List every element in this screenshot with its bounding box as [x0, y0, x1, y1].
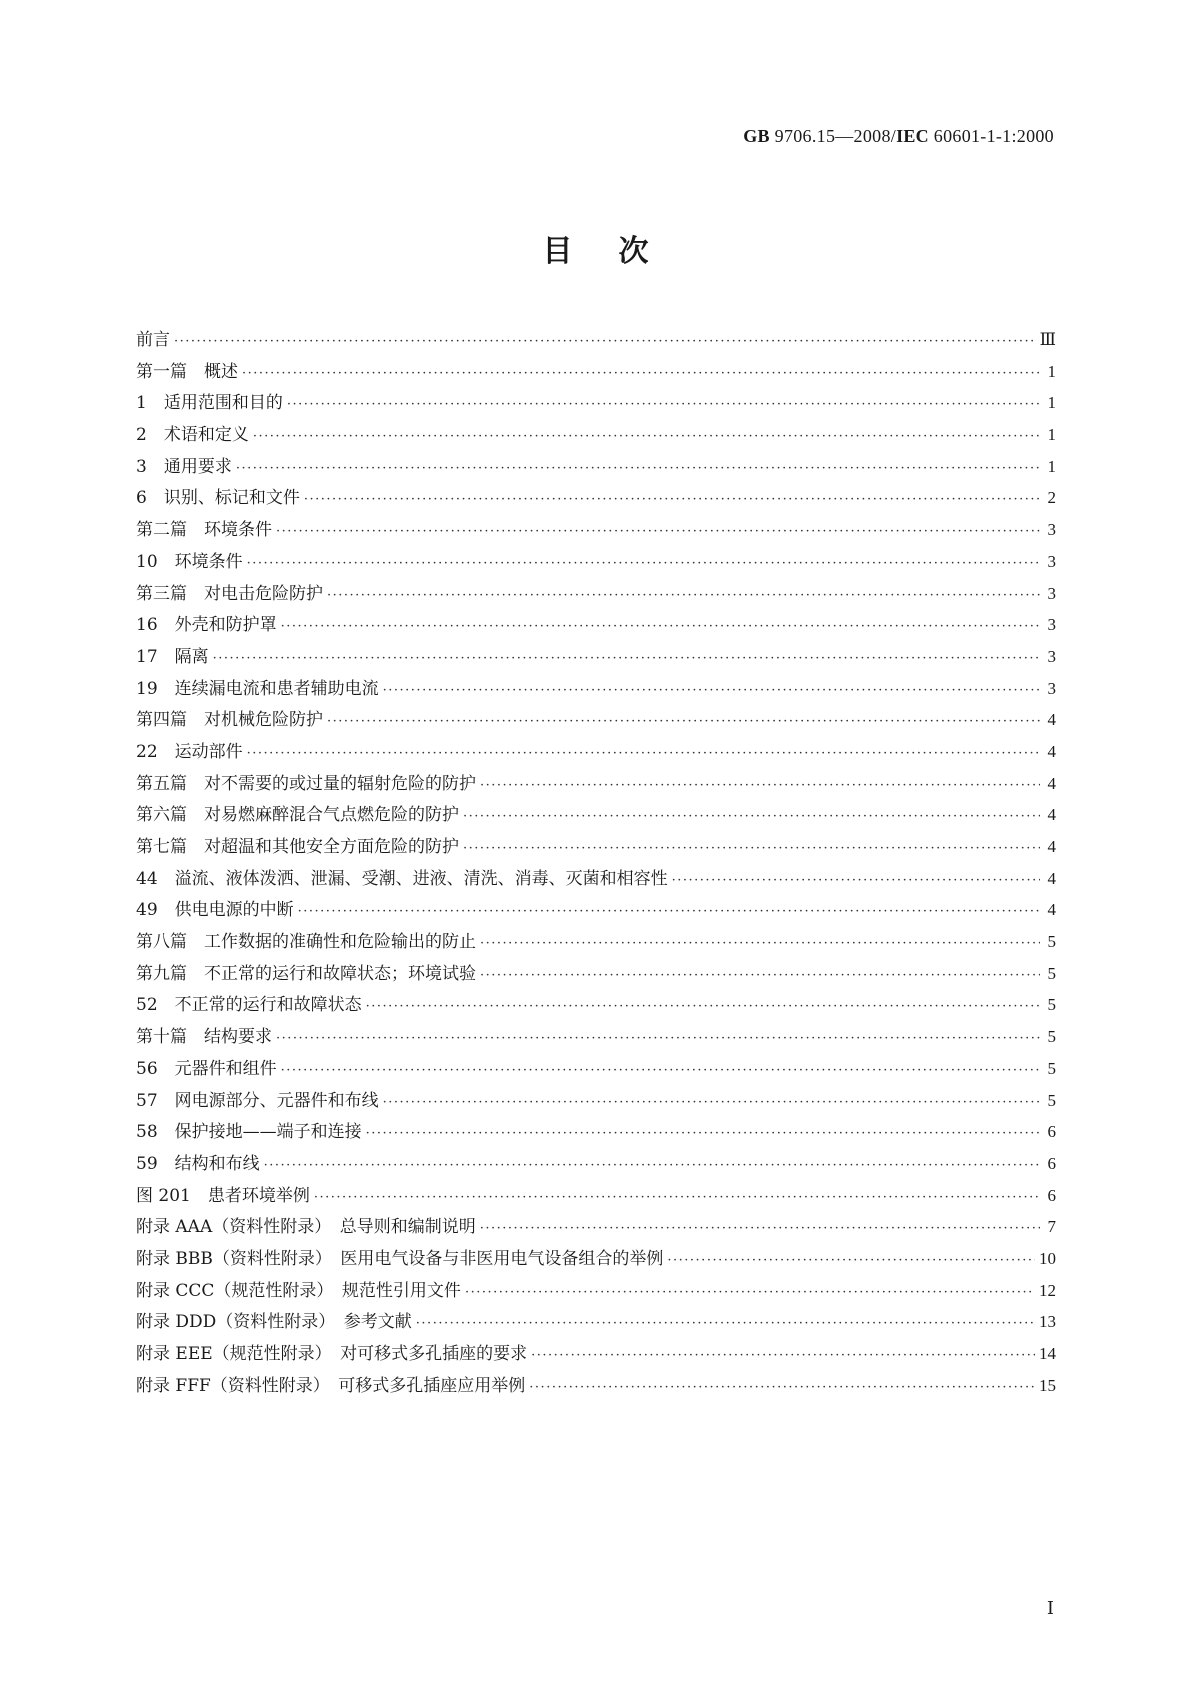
toc-entry-page: 4 — [1047, 868, 1056, 888]
standard-code-number: 9706.15—2008/ — [774, 126, 897, 146]
toc-entry-label: 第九篇 不正常的运行和故障状态；环境试验 — [136, 963, 476, 984]
toc-entry-label: 17 隔离 — [136, 646, 209, 667]
toc-entry-page: 1 — [1047, 425, 1056, 445]
toc-entry-page: 3 — [1047, 583, 1056, 603]
toc-entry-page: 1 — [1047, 456, 1056, 476]
toc-entry-leader — [327, 588, 1040, 603]
toc-entry-page: 4 — [1047, 741, 1056, 761]
toc-entry-label: 附录 DDD（资料性附录） 参考文献 — [136, 1312, 412, 1333]
toc-entry-leader — [672, 873, 1040, 888]
toc-entry-leader — [529, 1380, 1035, 1395]
page-number: Ⅰ — [1046, 1598, 1054, 1618]
page-title: 目次 — [542, 234, 695, 269]
toc-entry-label: 附录 BBB（资料性附录） 医用电气设备与非医用电气设备组合的举例 — [136, 1248, 664, 1269]
toc-entry-label: 图 201 患者环境举例 — [136, 1185, 310, 1206]
toc-entry-leader — [247, 746, 1040, 761]
toc-entry-page: 4 — [1047, 805, 1056, 825]
toc-entry-leader — [480, 778, 1040, 793]
toc-entry[interactable] — [136, 674, 1056, 706]
toc-entry-page: 5 — [1047, 932, 1056, 952]
toc-entry-label: 59 结构和布线 — [136, 1153, 260, 1174]
toc-entry-leader — [242, 366, 1040, 381]
toc-entry-leader — [287, 397, 1040, 412]
toc-entry[interactable] — [136, 325, 1056, 357]
toc-entry[interactable] — [136, 1181, 1056, 1213]
toc-entry-label: 22 运动部件 — [136, 741, 243, 762]
toc-entry[interactable] — [136, 452, 1056, 484]
toc-entry-leader — [314, 1190, 1040, 1205]
toc-entry-label: 第三篇 对电击危险防护 — [136, 583, 323, 604]
toc-entry-label: 58 保护接地——端子和连接 — [136, 1122, 362, 1143]
toc-entry-page: 6 — [1047, 1122, 1056, 1142]
toc-entry[interactable] — [136, 1371, 1056, 1403]
toc-entry[interactable] — [136, 737, 1056, 769]
toc-entry[interactable] — [136, 705, 1056, 737]
toc-entry-page: 3 — [1047, 520, 1056, 540]
standard-code-gb: GB — [743, 126, 770, 146]
standard-code-iec-number: 60601-1-1:2000 — [933, 126, 1054, 146]
toc-entry-page: 5 — [1047, 1090, 1056, 1110]
toc-entry[interactable] — [136, 959, 1056, 991]
toc-entry-label: 第八篇 工作数据的准确性和危险输出的防止 — [136, 932, 476, 953]
toc-entry-page: 4 — [1047, 900, 1056, 920]
toc-entry-label: 3 通用要求 — [136, 456, 232, 477]
toc-entry-page: 12 — [1039, 1280, 1056, 1300]
toc-entry[interactable] — [136, 547, 1056, 579]
toc-entry[interactable] — [136, 357, 1056, 389]
toc-entry-leader — [463, 809, 1040, 824]
toc-entry-leader — [383, 683, 1040, 698]
toc-entry-page: 6 — [1047, 1185, 1056, 1205]
toc-entry[interactable] — [136, 515, 1056, 547]
toc-entry-leader — [383, 1095, 1040, 1110]
toc-entry-label: 第六篇 对易燃麻醉混合气点燃危险的防护 — [136, 805, 459, 826]
toc-entry-leader — [465, 1285, 1035, 1300]
toc-entry-page: 5 — [1047, 963, 1056, 983]
toc-entry-leader — [480, 968, 1040, 983]
toc-entry-page: 1 — [1047, 361, 1056, 381]
toc-entry-leader — [281, 1063, 1040, 1078]
toc-entry-label: 56 元器件和组件 — [136, 1058, 277, 1079]
toc-entry-page: 5 — [1047, 995, 1056, 1015]
toc-entry-label: 附录 AAA（资料性附录） 总导则和编制说明 — [136, 1217, 476, 1238]
toc-entry-page: 2 — [1047, 488, 1056, 508]
toc-entry[interactable] — [136, 610, 1056, 642]
toc-entry[interactable] — [136, 1149, 1056, 1181]
toc-entry[interactable] — [136, 642, 1056, 674]
toc-entry[interactable] — [136, 420, 1056, 452]
toc-entry-leader — [366, 999, 1040, 1014]
toc-entry[interactable] — [136, 1117, 1056, 1149]
toc-entry[interactable] — [136, 769, 1056, 801]
toc-entry-leader — [531, 1348, 1035, 1363]
toc-entry[interactable] — [136, 1212, 1056, 1244]
toc-entry-label: 附录 CCC（规范性附录） 规范性引用文件 — [136, 1280, 461, 1301]
toc-entry[interactable] — [136, 1086, 1056, 1118]
toc-entry-leader — [480, 1221, 1040, 1236]
toc-entry[interactable] — [136, 388, 1056, 420]
toc-entry-label: 44 溢流、液体泼洒、泄漏、受潮、进液、清洗、消毒、灭菌和相容性 — [136, 868, 668, 889]
toc-entry[interactable] — [136, 895, 1056, 927]
toc-entry[interactable] — [136, 1054, 1056, 1086]
toc-entry-label: 49 供电电源的中断 — [136, 900, 294, 921]
toc-entry-leader — [276, 1031, 1040, 1046]
toc-entry[interactable] — [136, 1022, 1056, 1054]
toc-entry[interactable] — [136, 1244, 1056, 1276]
toc-entry-label: 第五篇 对不需要的或过量的辐射危险的防护 — [136, 773, 476, 794]
toc-entry[interactable] — [136, 800, 1056, 832]
toc-entry-label: 第二篇 环境条件 — [136, 520, 272, 541]
toc-entry-page: 5 — [1047, 1027, 1056, 1047]
toc-entry-page: 1 — [1047, 393, 1056, 413]
toc-entry-page: 4 — [1047, 710, 1056, 730]
toc-entry-leader — [304, 492, 1040, 507]
toc-entry-page: 4 — [1047, 773, 1056, 793]
toc-entry-label: 2 术语和定义 — [136, 425, 249, 446]
toc-entry[interactable] — [136, 990, 1056, 1022]
toc-entry-label: 前言 — [136, 330, 170, 350]
toc-entry-leader — [667, 1253, 1035, 1268]
toc-entry-page: 13 — [1039, 1312, 1056, 1332]
toc-entry-leader — [213, 651, 1040, 666]
toc-entry-label: 52 不正常的运行和故障状态 — [136, 995, 362, 1016]
toc-entry-leader — [174, 334, 1036, 349]
toc-entry-leader — [298, 904, 1040, 919]
toc-entry-leader — [416, 1316, 1035, 1331]
toc-entry-label: 16 外壳和防护罩 — [136, 615, 277, 636]
toc-entry-page: 5 — [1047, 1058, 1056, 1078]
toc-entry-leader — [366, 1126, 1040, 1141]
toc-entry-page: 10 — [1039, 1248, 1056, 1268]
toc-entry-leader — [276, 524, 1040, 539]
toc-entry-leader — [264, 1158, 1040, 1173]
toc-entry[interactable] — [136, 1307, 1056, 1339]
toc-entry-page: 15 — [1039, 1375, 1056, 1395]
toc-entry-page: 3 — [1047, 551, 1056, 571]
toc-entry-label: 57 网电源部分、元器件和布线 — [136, 1090, 379, 1111]
toc-entry-label: 附录 FFF（资料性附录） 可移式多孔插座应用举例 — [136, 1375, 526, 1396]
toc-entry[interactable] — [136, 927, 1056, 959]
toc-entry-label: 19 连续漏电流和患者辅助电流 — [136, 678, 379, 699]
toc-entry[interactable] — [136, 1339, 1056, 1371]
toc-entry-page: 3 — [1047, 678, 1056, 698]
toc-entry-page: 3 — [1047, 646, 1056, 666]
toc-entry[interactable] — [136, 579, 1056, 611]
toc-entry-label: 第十篇 结构要求 — [136, 1027, 272, 1048]
toc-entry-page: 4 — [1047, 837, 1056, 856]
toc-entry-leader — [236, 461, 1040, 476]
toc-entry[interactable] — [136, 832, 1056, 864]
toc-entry-leader — [463, 841, 1040, 856]
toc-entry-page: Ⅲ — [1039, 330, 1056, 349]
toc-entry[interactable] — [136, 483, 1056, 515]
standard-code — [743, 126, 1054, 147]
toc-entry-leader — [281, 619, 1040, 634]
toc-entry-label: 第四篇 对机械危险防护 — [136, 710, 323, 731]
toc-entry-label: 第一篇 概述 — [136, 361, 238, 382]
toc-entry-page: 6 — [1047, 1153, 1056, 1173]
toc-entry-page: 7 — [1047, 1217, 1056, 1237]
toc-entry-leader — [253, 429, 1040, 444]
toc-entry-label: 第七篇 对超温和其他安全方面危险的防护 — [136, 837, 459, 857]
toc-entry[interactable] — [136, 864, 1056, 896]
toc-entry-label: 1 适用范围和目的 — [136, 393, 283, 414]
toc-entry-page: 14 — [1039, 1344, 1056, 1363]
toc-entry-leader — [247, 556, 1040, 571]
toc-entry-page: 3 — [1047, 615, 1056, 635]
toc-entry-label: 6 识别、标记和文件 — [136, 488, 300, 509]
toc-entry-label: 附录 EEE（规范性附录） 对可移式多孔插座的要求 — [136, 1344, 528, 1364]
toc-entry-leader — [480, 936, 1040, 951]
toc-entry-leader — [327, 714, 1040, 729]
standard-code-iec: IEC — [896, 126, 929, 146]
toc-entry[interactable] — [136, 1276, 1056, 1308]
toc-entry-label: 10 环境条件 — [136, 551, 243, 572]
table-of-contents — [136, 325, 1056, 1402]
